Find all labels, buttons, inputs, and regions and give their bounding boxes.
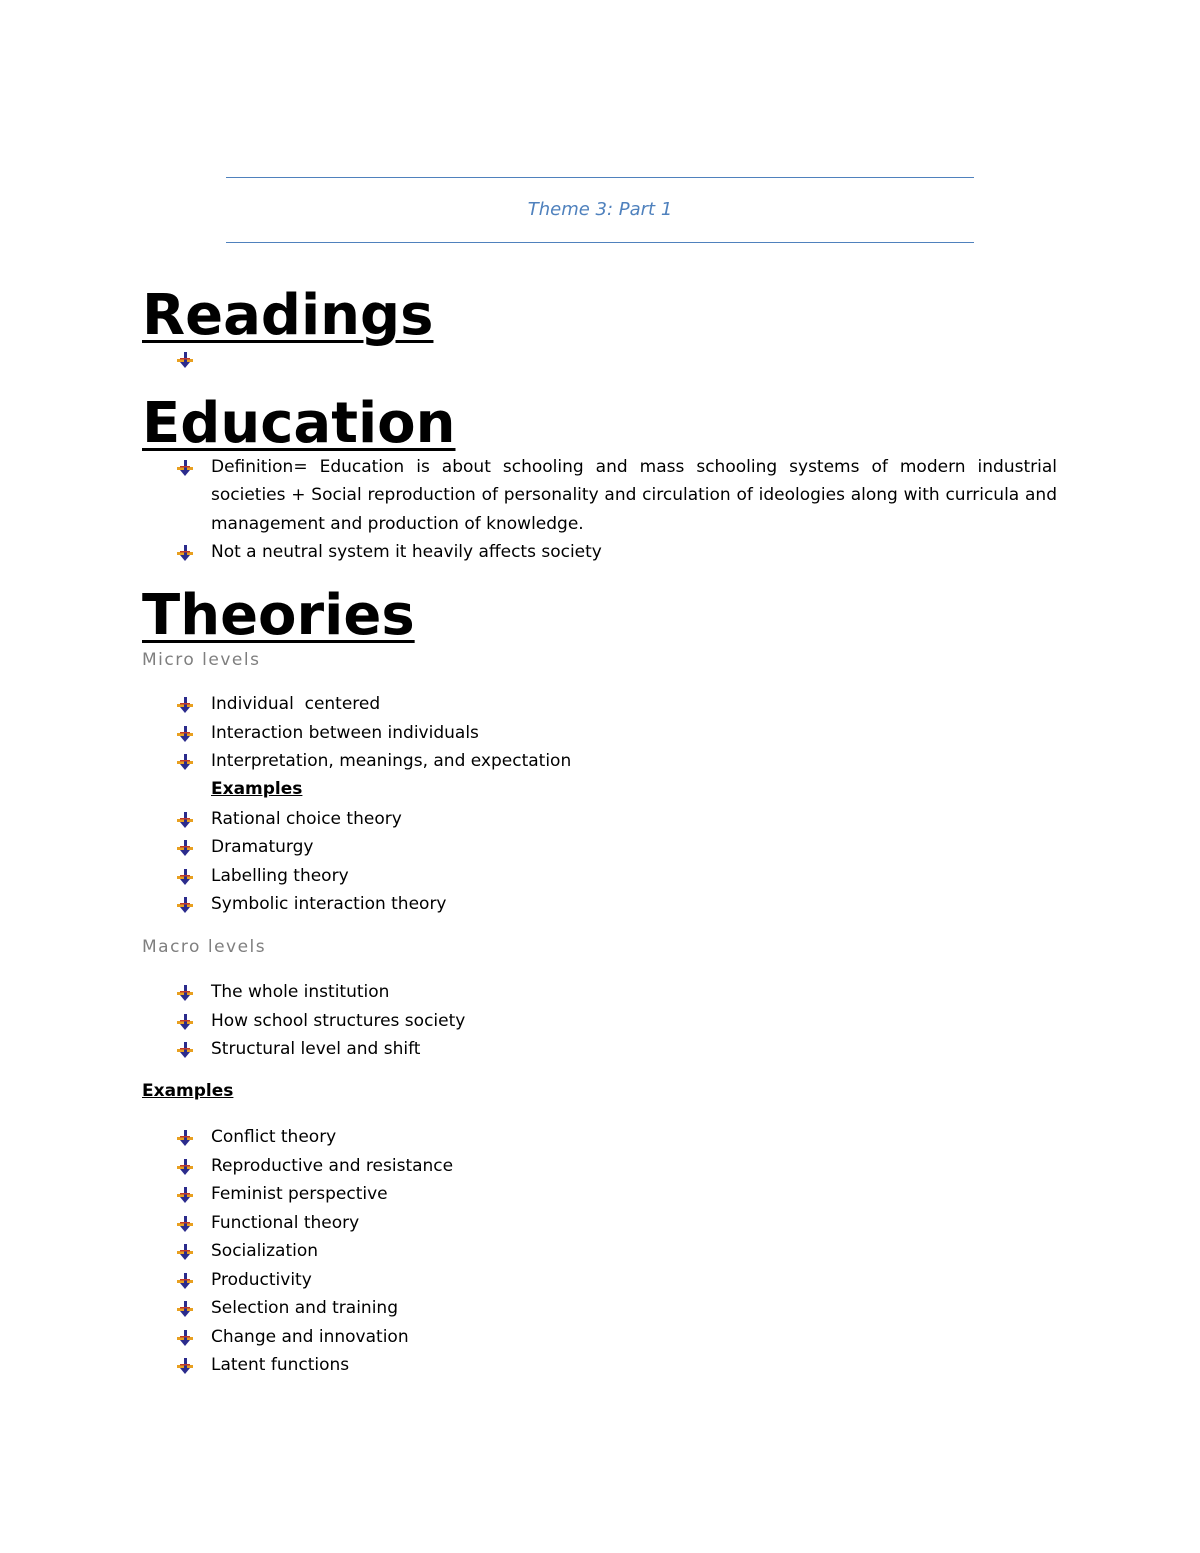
micro-examples-label: Examples [211, 779, 303, 799]
education-heading: Education [142, 391, 456, 456]
list-item: Symbolic interaction theory [211, 894, 447, 915]
list-item: Reproductive and resistance [211, 1155, 454, 1176]
list-item: Interaction between individuals [211, 722, 479, 743]
list-item: Selection and training [211, 1298, 398, 1318]
list-item: Socialization [211, 1241, 319, 1261]
arrow-down-bullet-icon [176, 1300, 194, 1318]
arrow-down-bullet-icon [176, 1329, 194, 1347]
list-item: How school structures society [211, 1010, 466, 1031]
arrow-down-bullet-icon [176, 544, 194, 562]
list-item: Individual centered [211, 694, 381, 714]
macro-examples-label: Examples [142, 1081, 234, 1101]
theories-heading: Theories [142, 583, 415, 648]
arrow-down-bullet-icon [176, 839, 194, 857]
list-item: Latent functions [211, 1355, 350, 1375]
education-definition: Definition= Education is about schooling and mass schooling systems of modern industrial societies + Social reproduction of personality and circulation of ideologies along with curricula and management and production of knowledge. [211, 457, 1057, 534]
arrow-down-bullet-icon [176, 984, 194, 1002]
list-item: Functional theory [211, 1212, 360, 1233]
header-rule-top [226, 177, 974, 178]
header-rule-bottom [226, 242, 974, 243]
arrow-down-bullet-icon [176, 753, 194, 771]
list-item: Dramaturgy [211, 837, 314, 858]
education-neutral: Not a neutral system it heavily affects society [211, 542, 602, 562]
list-item: Labelling theory [211, 865, 349, 886]
arrow-down-bullet-icon [176, 696, 194, 714]
arrow-down-bullet-icon [176, 811, 194, 829]
list-item: Interpretation, meanings, and expectation [211, 751, 572, 772]
list-item: Structural level and shift [211, 1039, 421, 1059]
arrow-down-bullet-icon [176, 1129, 194, 1147]
arrow-down-bullet-icon [176, 1272, 194, 1290]
arrow-down-bullet-icon [176, 351, 194, 369]
list-item: Conflict theory [211, 1127, 337, 1147]
arrow-down-bullet-icon [176, 459, 194, 477]
theme-title: Theme 3: Part 1 [527, 199, 673, 220]
arrow-down-bullet-icon [176, 1243, 194, 1261]
list-item: The whole institution [211, 982, 390, 1002]
list-item: Change and innovation [211, 1326, 409, 1347]
macro-levels-subtitle: Macro levels [142, 937, 267, 957]
arrow-down-bullet-icon [176, 868, 194, 886]
list-item: Productivity [211, 1269, 312, 1290]
list-item: Rational choice theory [211, 809, 402, 829]
arrow-down-bullet-icon [176, 1215, 194, 1233]
arrow-down-bullet-icon [176, 896, 194, 914]
arrow-down-bullet-icon [176, 1186, 194, 1204]
arrow-down-bullet-icon [176, 1013, 194, 1031]
micro-levels-subtitle: Micro levels [142, 650, 261, 670]
arrow-down-bullet-icon [176, 1357, 194, 1375]
arrow-down-bullet-icon [176, 725, 194, 743]
list-item: Feminist perspective [211, 1184, 388, 1204]
arrow-down-bullet-icon [176, 1041, 194, 1059]
arrow-down-bullet-icon [176, 1158, 194, 1176]
readings-heading: Readings [142, 283, 434, 348]
